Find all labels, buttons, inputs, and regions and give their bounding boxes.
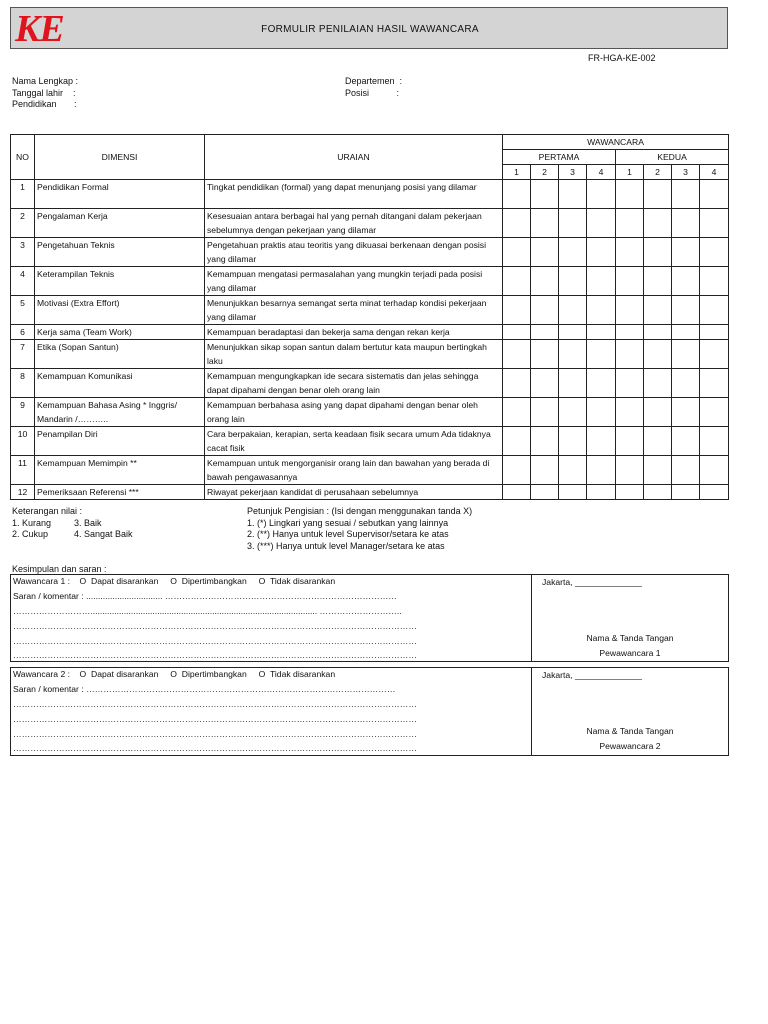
row-number: 11 <box>11 456 35 485</box>
score-cell[interactable] <box>700 398 729 427</box>
score-cell[interactable] <box>531 238 559 267</box>
score-cell[interactable] <box>616 398 644 427</box>
score-cell[interactable] <box>531 325 559 340</box>
score-cell[interactable] <box>531 209 559 238</box>
tanggal-label: Tanggal lahir : <box>12 88 76 98</box>
score-cell[interactable] <box>616 369 644 398</box>
table-row <box>11 209 729 238</box>
row-dimensi: Pengetahuan Teknis <box>35 238 205 267</box>
header-uraian: URAIAN <box>205 135 503 180</box>
row-number: 1 <box>11 180 35 209</box>
petunjuk-3: 3. (***) Hanya untuk level Manager/setara ke atas <box>247 541 445 551</box>
dotted-line[interactable]: ………………………............................................................................................... ……………………….. <box>13 606 402 616</box>
dotted-line[interactable]: …………………………………………………………………………………………………………………………… <box>13 636 417 646</box>
score-cell[interactable] <box>672 485 700 500</box>
score-cell[interactable] <box>587 209 616 238</box>
petunjuk-1: 1. (*) Lingkari yang sesuai / sebutkan yang lainnya <box>247 518 449 528</box>
score-cell[interactable] <box>503 456 531 485</box>
score-header: 4 <box>587 165 616 180</box>
score-cell[interactable] <box>644 325 672 340</box>
score-cell[interactable] <box>616 238 644 267</box>
score-cell[interactable] <box>559 369 587 398</box>
score-cell[interactable] <box>644 340 672 369</box>
score-cell[interactable] <box>616 427 644 456</box>
score-cell[interactable] <box>672 456 700 485</box>
score-cell[interactable] <box>616 340 644 369</box>
score-cell[interactable] <box>503 485 531 500</box>
header-no: NO <box>11 135 35 180</box>
score-cell[interactable] <box>644 456 672 485</box>
score-cell[interactable] <box>587 427 616 456</box>
score-cell[interactable] <box>559 296 587 325</box>
score-cell[interactable] <box>559 209 587 238</box>
score-cell[interactable] <box>531 340 559 369</box>
table-row <box>11 238 729 267</box>
dotted-line[interactable]: …………………………………………………………………………………………………………………………… <box>13 743 417 753</box>
row-dimensi: Pemeriksaan Referensi *** <box>35 485 205 500</box>
form-code: FR-HGA-KE-002 <box>588 53 656 63</box>
score-cell[interactable] <box>700 296 729 325</box>
score-cell[interactable] <box>503 369 531 398</box>
wawancara-1-saran[interactable]: Saran / komentar : ................................ ……………………………………………………………………… <box>13 591 397 601</box>
dotted-line[interactable]: …………………………………………………………………………………………………………………………… <box>13 729 417 739</box>
score-cell[interactable] <box>587 398 616 427</box>
row-number: 8 <box>11 369 35 398</box>
score-cell[interactable] <box>559 180 587 209</box>
wawancara-2-saran[interactable]: Saran / komentar : ……………………………………………………………………………………………… <box>13 684 396 694</box>
score-cell[interactable] <box>672 296 700 325</box>
assessment-table <box>10 134 729 500</box>
score-cell[interactable] <box>700 369 729 398</box>
score-cell[interactable] <box>672 180 700 209</box>
dotted-line[interactable]: …………………………………………………………………………………………………………………………… <box>13 650 417 660</box>
score-cell[interactable] <box>672 369 700 398</box>
score-cell[interactable] <box>616 296 644 325</box>
table-row <box>11 267 729 296</box>
score-cell[interactable] <box>644 238 672 267</box>
score-cell[interactable] <box>644 485 672 500</box>
score-cell[interactable] <box>531 427 559 456</box>
row-dimensi: Keterampilan Teknis <box>35 267 205 296</box>
legend-k2: 2. Cukup <box>12 529 49 539</box>
company-logo: KE <box>15 8 64 50</box>
score-cell[interactable] <box>587 485 616 500</box>
petunjuk-2: 2. (**) Hanya untuk level Supervisor/setara ke atas <box>247 529 449 539</box>
score-header: 1 <box>503 165 531 180</box>
score-cell[interactable] <box>700 340 729 369</box>
score-cell[interactable] <box>644 398 672 427</box>
row-uraian: Kemampuan berbahasa asing yang dapat dipahami dengan benar oleh orang lain <box>205 398 503 427</box>
row-number: 5 <box>11 296 35 325</box>
score-cell[interactable] <box>559 398 587 427</box>
row-dimensi: Penampilan Diri <box>35 427 205 456</box>
score-cell[interactable] <box>587 369 616 398</box>
form-header <box>10 7 728 49</box>
score-cell[interactable] <box>587 325 616 340</box>
score-header: 3 <box>672 165 700 180</box>
legend-k1: 1. Kurang <box>12 518 52 528</box>
score-cell[interactable] <box>559 427 587 456</box>
score-cell[interactable] <box>616 325 644 340</box>
header-kedua: KEDUA <box>616 150 729 165</box>
score-cell[interactable] <box>587 456 616 485</box>
score-cell[interactable] <box>531 296 559 325</box>
header-dimensi: DIMENSI <box>35 135 205 180</box>
table-row <box>11 340 729 369</box>
row-dimensi: Kemampuan Bahasa Asing * Inggris/ Mandarin /……….. <box>35 398 205 427</box>
jakarta-date-1[interactable]: Jakarta, ______________ <box>542 577 642 587</box>
score-cell[interactable] <box>587 296 616 325</box>
score-cell[interactable] <box>672 267 700 296</box>
petunjuk-title: Petunjuk Pengisian : (Isi dengan menggunakan tanda X) <box>247 506 473 516</box>
signature-box-2 <box>532 668 728 755</box>
score-cell[interactable] <box>503 427 531 456</box>
kesimpulan-title: Kesimpulan dan saran : <box>12 564 107 574</box>
nama-label: Nama Lengkap : <box>12 76 79 86</box>
score-cell[interactable] <box>616 456 644 485</box>
row-dimensi: Pengalaman Kerja <box>35 209 205 238</box>
form-title: FORMULIR PENILAIAN HASIL WAWANCARA <box>261 24 479 35</box>
row-uraian: Riwayat pekerjaan kandidat di perusahaan sebelumnya <box>205 485 503 500</box>
score-cell[interactable] <box>700 209 729 238</box>
row-dimensi: Motivasi (Extra Effort) <box>35 296 205 325</box>
row-uraian: Kemampuan beradaptasi dan bekerja sama dengan rekan kerja <box>205 325 503 340</box>
score-cell[interactable] <box>587 267 616 296</box>
score-cell[interactable] <box>616 209 644 238</box>
score-cell[interactable] <box>644 296 672 325</box>
row-uraian: Kemampuan untuk mengorganisir orang lain dan bawahan yang berada di bawah pengawasannya <box>205 456 503 485</box>
score-cell[interactable] <box>531 485 559 500</box>
posisi-label: Posisi : <box>345 88 400 98</box>
score-cell[interactable] <box>672 238 700 267</box>
row-uraian: Cara berpakaian, kerapian, serta keadaan fisik secara umum Ada tidaknya cacat fisik <box>205 427 503 456</box>
score-cell[interactable] <box>672 340 700 369</box>
departemen-label: Departemen : <box>345 76 403 86</box>
row-number: 12 <box>11 485 35 500</box>
score-cell[interactable] <box>700 427 729 456</box>
dotted-line[interactable]: …………………………………………………………………………………………………………………………… <box>13 699 417 709</box>
legend-title: Keterangan nilai : <box>12 506 83 516</box>
row-dimensi: Pendidikan Formal <box>35 180 205 209</box>
row-number: 3 <box>11 238 35 267</box>
score-cell[interactable] <box>503 180 531 209</box>
score-cell[interactable] <box>672 325 700 340</box>
table-row <box>11 369 729 398</box>
score-cell[interactable] <box>700 485 729 500</box>
score-cell[interactable] <box>503 340 531 369</box>
score-cell[interactable] <box>644 209 672 238</box>
score-cell[interactable] <box>559 456 587 485</box>
score-cell[interactable] <box>587 340 616 369</box>
table-row <box>11 456 729 485</box>
row-number: 2 <box>11 209 35 238</box>
score-cell[interactable] <box>531 456 559 485</box>
table-row <box>11 325 729 340</box>
score-cell[interactable] <box>644 369 672 398</box>
score-cell[interactable] <box>503 238 531 267</box>
row-uraian: Kemampuan mengatasi permasalahan yang mungkin terjadi pada posisi yang dilamar <box>205 267 503 296</box>
legend-k4: 4. Sangat Baik <box>74 529 133 539</box>
wawancara-1-notes <box>11 575 532 661</box>
score-cell[interactable] <box>559 238 587 267</box>
header-pertama: PERTAMA <box>503 150 616 165</box>
legend-k3: 3. Baik <box>74 518 102 528</box>
signature-role-2: Pewawancara 2 <box>599 741 661 751</box>
table-row <box>11 296 729 325</box>
score-cell[interactable] <box>672 209 700 238</box>
score-cell[interactable] <box>531 267 559 296</box>
score-cell[interactable] <box>503 325 531 340</box>
table-row <box>11 180 729 209</box>
signature-role-1: Pewawancara 1 <box>599 648 661 658</box>
score-cell[interactable] <box>503 296 531 325</box>
score-cell[interactable] <box>559 325 587 340</box>
table-row <box>11 427 729 456</box>
score-cell[interactable] <box>503 209 531 238</box>
table-row <box>11 485 729 500</box>
score-cell[interactable] <box>559 340 587 369</box>
score-cell[interactable] <box>644 427 672 456</box>
score-cell[interactable] <box>587 180 616 209</box>
score-cell[interactable] <box>616 180 644 209</box>
row-dimensi: Etika (Sopan Santun) <box>35 340 205 369</box>
row-dimensi: Kerja sama (Team Work) <box>35 325 205 340</box>
row-number: 10 <box>11 427 35 456</box>
score-cell[interactable] <box>672 398 700 427</box>
score-cell[interactable] <box>531 369 559 398</box>
row-uraian: Kesesuaian antara berbagai hal yang pernah ditangani dalam pekerjaan sebelumnya dengan pekerjaan yang dilamar <box>205 209 503 238</box>
score-cell[interactable] <box>616 485 644 500</box>
row-uraian: Menunjukkan sikap sopan santun dalam bertutur kata maupun bertingkah laku <box>205 340 503 369</box>
score-cell[interactable] <box>503 398 531 427</box>
score-cell[interactable] <box>503 267 531 296</box>
row-uraian: Kemampuan mengungkapkan ide secara sistematis dan jelas sehingga dapat dipahami dengan benar oleh orang lain <box>205 369 503 398</box>
score-cell[interactable] <box>587 238 616 267</box>
score-cell[interactable] <box>616 267 644 296</box>
pendidikan-label: Pendidikan : <box>12 99 77 109</box>
score-cell[interactable] <box>559 267 587 296</box>
row-number: 7 <box>11 340 35 369</box>
wawancara-2-options[interactable]: Wawancara 2 : O Dapat disarankan O Dipertimbangkan O Tidak disarankan <box>13 669 336 679</box>
wawancara-1-section <box>10 574 729 662</box>
signature-caption-1: Nama & Tanda Tangan <box>586 633 674 643</box>
wawancara-1-options[interactable]: Wawancara 1 : O Dapat disarankan O Dipertimbangkan O Tidak disarankan <box>13 576 336 586</box>
row-number: 4 <box>11 267 35 296</box>
score-cell[interactable] <box>531 398 559 427</box>
score-cell[interactable] <box>644 180 672 209</box>
score-cell[interactable] <box>700 456 729 485</box>
row-dimensi: Kemampuan Memimpin ** <box>35 456 205 485</box>
score-header: 2 <box>644 165 672 180</box>
wawancara-2-section <box>10 667 729 756</box>
header-wawancara: WAWANCARA <box>503 135 729 150</box>
score-header: 3 <box>559 165 587 180</box>
score-cell[interactable] <box>531 180 559 209</box>
score-header: 1 <box>616 165 644 180</box>
row-dimensi: Kemampuan Komunikasi <box>35 369 205 398</box>
table-row <box>11 398 729 427</box>
dotted-line[interactable]: …………………………………………………………………………………………………………………………… <box>13 714 417 724</box>
row-number: 9 <box>11 398 35 427</box>
score-cell[interactable] <box>559 485 587 500</box>
row-uraian: Pengetahuan praktis atau teoritis yang dikuasai berkenaan dengan posisi yang dilamar <box>205 238 503 267</box>
score-cell[interactable] <box>672 427 700 456</box>
jakarta-date-2[interactable]: Jakarta, ______________ <box>542 670 642 680</box>
row-number: 6 <box>11 325 35 340</box>
score-header: 4 <box>700 165 729 180</box>
signature-box-1 <box>532 575 728 661</box>
signature-caption-2: Nama & Tanda Tangan <box>586 726 674 736</box>
score-cell[interactable] <box>700 325 729 340</box>
row-uraian: Menunjukkan besarnya semangat serta minat terhadap kondisi pekerjaan yang dilamar <box>205 296 503 325</box>
score-cell[interactable] <box>700 267 729 296</box>
dotted-line[interactable]: …………………………………………………………………………………………………………………………… <box>13 621 417 631</box>
wawancara-2-notes <box>11 668 532 755</box>
score-cell[interactable] <box>700 238 729 267</box>
row-uraian: Tingkat pendidikan (formal) yang dapat menunjang posisi yang dilamar <box>205 180 503 209</box>
score-cell[interactable] <box>644 267 672 296</box>
score-header: 2 <box>531 165 559 180</box>
score-cell[interactable] <box>700 180 729 209</box>
